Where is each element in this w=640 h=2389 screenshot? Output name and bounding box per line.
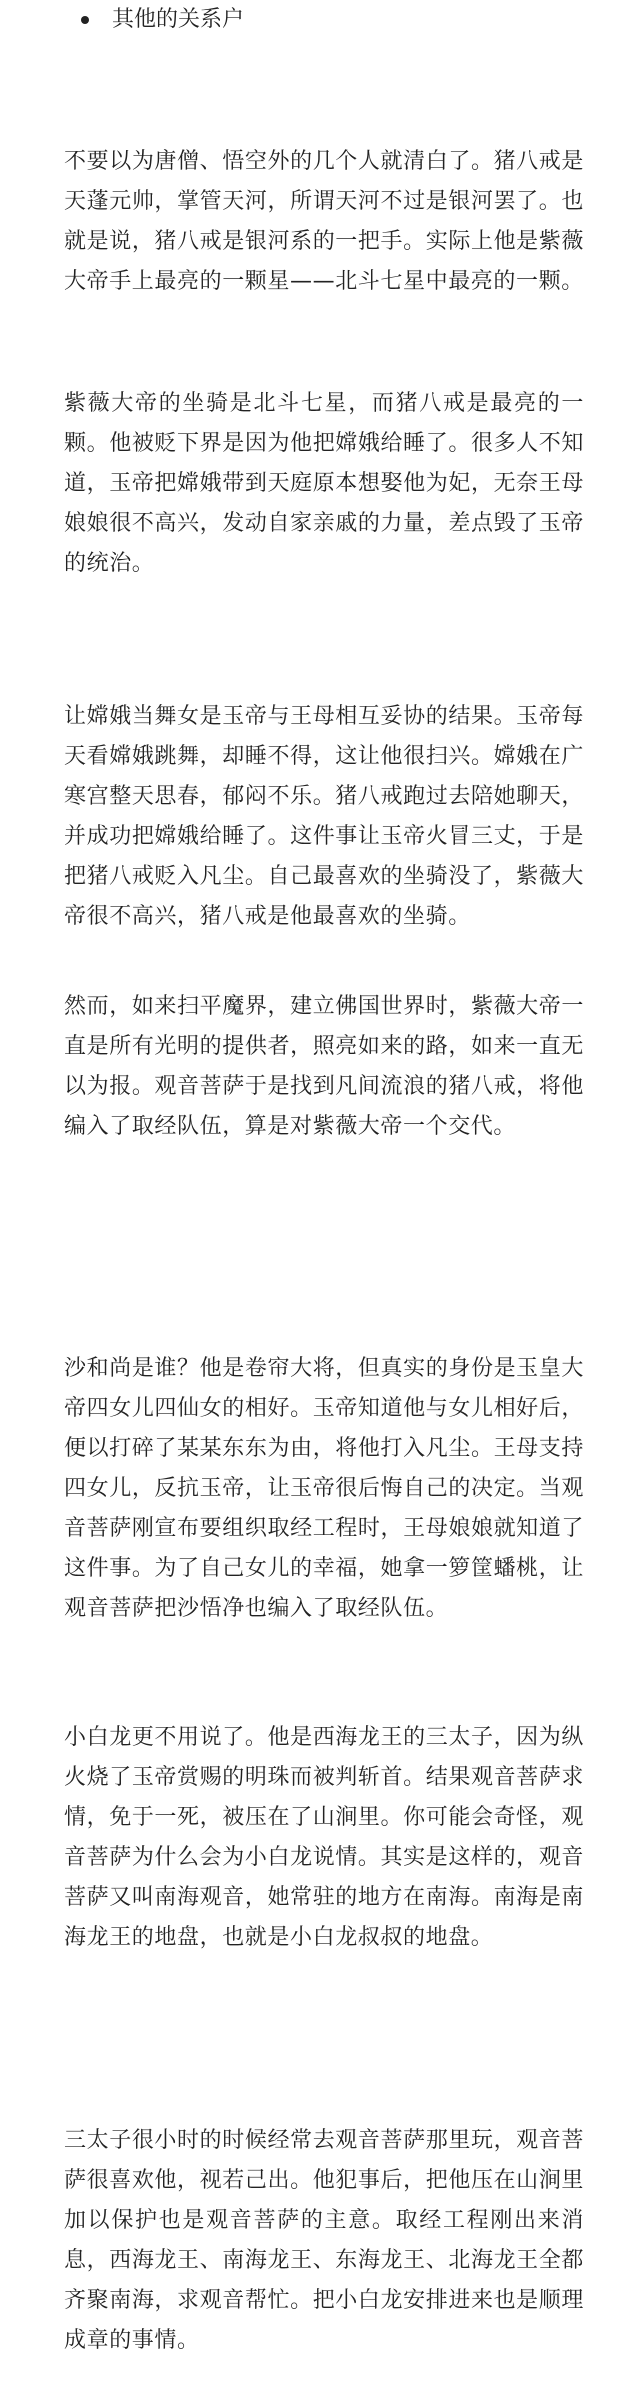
paragraph: 紫薇大帝的坐骑是北斗七星，而猪八戒是最亮的一颗。他被贬下界是因为他把嫦娥给睡了。很多人不知道，玉帝把嫦娥带到天庭原本想娶他为妃，无奈王母娘娘很不高兴，发动自家亲戚的力量，差点毁了玉帝的统治。 <box>64 391 584 576</box>
paragraph: 让嫦娥当舞女是玉帝与王母相互妥协的结果。玉帝每天看嫦娥跳舞，却睡不得，这让他很扫兴。嫦娥在广寒宫整天思春，郁闷不乐。猪八戒跑过去陪她聊天，并成功把嫦娥给睡了。这件事让玉帝火冒三丈，于是把猪八戒贬入凡尘。自己最喜欢的坐骑没了，紫薇大帝很不高兴，猪八戒是他最喜欢的坐骑。 <box>64 704 584 929</box>
bullet-item: 其他的关系户 <box>112 7 245 32</box>
paragraph: 然而，如来扫平魔界，建立佛国世界时，紫薇大帝一直是所有光明的提供者，照亮如来的路，如来一直无以为报。观音菩萨于是找到凡间流浪的猪八戒，将他编入了取经队伍，算是对紫薇大帝一个交代。 <box>64 994 584 1139</box>
paragraph: 沙和尚是谁？他是卷帘大将，但真实的身份是玉皇大帝四女儿四仙女的相好。玉帝知道他与女儿相好后，便以打碎了某某东东为由，将他打入凡尘。王母支持四女儿，反抗玉帝，让玉帝很后悔自己的决定。当观音菩萨刚宣布要组织取经工程时，王母娘娘就知道了这件事。为了自己女儿的幸福，她拿一箩筐蟠桃，让观音菩萨把沙悟净也编入了取经队伍。 <box>64 1356 584 1621</box>
paragraph: 不要以为唐僧、悟空外的几个人就清白了。猪八戒是天蓬元帅，掌管天河，所谓天河不过是银河罢了。也就是说，猪八戒是银河系的一把手。实际上他是紫薇大帝手上最亮的一颗星——北斗七星中最亮的一颗。 <box>64 149 584 294</box>
paragraph: 小白龙更不用说了。他是西海龙王的三太子，因为纵火烧了玉帝赏赐的明珠而被判斩首。结果观音菩萨求情，免于一死，被压在了山涧里。你可能会奇怪，观音菩萨为什么会为小白龙说情。其实是这样的，观音菩萨又叫南海观音，她常驻的地方在南海。南海是南海龙王的地盘，也就是小白龙叔叔的地盘。 <box>64 1725 584 1950</box>
paragraph: 三太子很小时的时候经常去观音菩萨那里玩，观音菩萨很喜欢他，视若己出。他犯事后，把他压在山涧里加以保护也是观音菩萨的主意。取经工程刚出来消息，西海龙王、南海龙王、东海龙王、北海龙王全都齐聚南海，求观音帮忙。把小白龙安排进来也是顺理成章的事情。 <box>64 2128 584 2353</box>
bullet-dot-icon <box>81 16 89 24</box>
